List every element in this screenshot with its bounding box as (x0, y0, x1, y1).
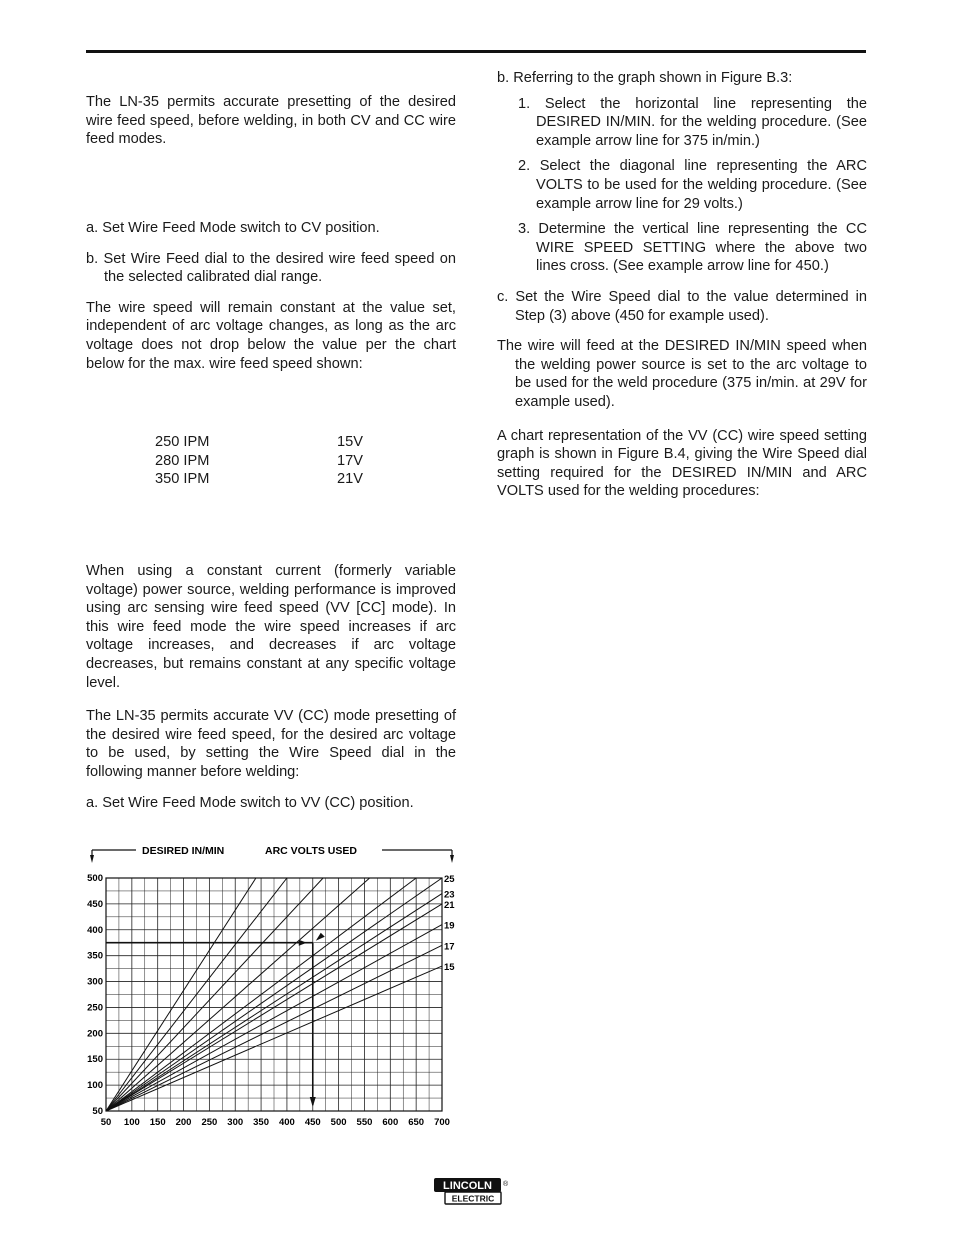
lincoln-electric-logo (433, 1177, 511, 1207)
step-c: c. Set the Wire Speed dial to the value determined in Step (3) above (450 for example used). (497, 288, 867, 324)
series-label-23: 23 (444, 889, 455, 901)
vv-step-a: a. Set Wire Feed Mode switch to VV (CC) position. (86, 794, 414, 811)
legend-right-arrow (450, 855, 454, 863)
header-rule (86, 50, 866, 53)
y-tick-label: 350 (87, 950, 103, 962)
intro-paragraph: The LN-35 permits accurate presetting of the desired wire feed speed, before welding, in both CV and CC wire feed modes. (86, 94, 456, 148)
y-tick-label: 200 (87, 1028, 103, 1040)
x-tick-label: 250 (201, 1117, 218, 1128)
voltage-row: 280 IPM 17V (155, 452, 363, 469)
wire-speed-chart (82, 843, 462, 1133)
series-label-19: 19 (444, 920, 455, 932)
voltage-table (155, 433, 363, 489)
x-tick-label: 600 (382, 1117, 399, 1128)
legend-left-label: DESIRED IN/MIN (142, 845, 225, 857)
x-tick-label: 700 (434, 1117, 450, 1128)
logo-top-text: LINCOLN (443, 1180, 492, 1192)
cc-section (86, 562, 456, 812)
y-tick-label: 250 (87, 1002, 103, 1014)
chart-paragraph: A chart representation of the VV (CC) wire speed setting graph is shown in Figure B.4, giving the Wire Speed dial setting required for the DESIRED IN/MIN and ARC VOLTS used for the welding procedures: (497, 427, 867, 500)
chart-example-arrows (106, 933, 325, 1107)
cv-steps (86, 219, 456, 373)
series-label-25: 25 (444, 874, 455, 885)
constant-paragraph: The wire speed will remain constant at the value set, independent of arc voltage changes, as long as the arc voltage does not drop below the value per the chart below for the max. wire feed speed shown: (86, 299, 456, 372)
series-label-17: 17 (444, 941, 455, 953)
example-horizontal-arrow (299, 940, 307, 946)
logo-bottom-text: ELECTRIC (451, 1193, 495, 1204)
x-tick-label: 550 (356, 1117, 373, 1128)
x-tick-label: 500 (330, 1117, 347, 1128)
x-tick-label: 350 (253, 1117, 270, 1128)
y-tick-label: 450 (87, 898, 103, 910)
cc-paragraph: When using a constant current (formerly variable voltage) power source, welding performance is improved using arc sensing wire feed speed (VV [CC] mode). In this wire feed mode the wire speed increases if arc voltage increases, and decreases if arc voltage decreases, but remains constant at any specific voltage level. (86, 563, 456, 691)
x-tick-label: 450 (304, 1117, 321, 1128)
x-tick-label: 300 (227, 1117, 244, 1128)
y-tick-label: 500 (87, 873, 103, 884)
x-tick-label: 400 (278, 1117, 295, 1128)
example-diagonal-arrow (316, 933, 325, 941)
x-tick-label: 50 (100, 1117, 112, 1128)
x-tick-label: 150 (149, 1117, 166, 1128)
vv-paragraph: The LN-35 permits accurate VV (CC) mode presetting of the desired wire feed speed, for the desired arc voltage to be used, by setting the Wire Speed dial in the following manner before welding: (86, 708, 456, 780)
x-tick-label: 200 (175, 1117, 192, 1128)
x-tick-label: 650 (408, 1117, 425, 1128)
y-tick-label: 50 (92, 1106, 103, 1117)
cv-step-a: a. Set Wire Feed Mode switch to CV position. (86, 220, 380, 236)
series-label-21: 21 (444, 899, 455, 911)
voltage-row: 350 IPM 21V (155, 471, 363, 488)
y-tick-label: 300 (87, 976, 103, 988)
sub-step-1: 1. Select the horizontal line representing the DESIRED IN/MIN. for the welding procedure. (See example arrow line for 375 in/min.) (518, 95, 867, 149)
step-b: b. Referring to the graph shown in Figure B.3: (497, 70, 793, 86)
y-tick-label: 100 (87, 1080, 103, 1092)
logo-registered-mark: ® (503, 1181, 509, 1188)
right-column (497, 69, 867, 501)
chart-svg (82, 843, 462, 1133)
x-tick-label: 100 (123, 1117, 140, 1128)
left-column (86, 93, 456, 149)
example-vertical-arrow (310, 1097, 316, 1107)
legend-right-label: ARC VOLTS USED (265, 845, 357, 857)
y-tick-label: 150 (87, 1054, 103, 1066)
series-label-15: 15 (444, 962, 455, 974)
chart-ticks (87, 873, 450, 1128)
cv-step-b: b. Set Wire Feed dial to the desired wire feed speed on the selected calibrated dial range. (86, 250, 456, 286)
chart-legend (90, 845, 454, 863)
sub-step-2: 2. Select the diagonal line representing the ARC VOLTS to be used for the welding procedure. (See example arrow line for 29 volts.) (518, 158, 867, 212)
voltage-row: 250 IPM 15V (155, 434, 363, 450)
chart-series (106, 874, 455, 1111)
sub-step-3: 3. Determine the vertical line representing the CC WIRE SPEED SETTING where the above two lines cross. (See example arrow line for 450.) (518, 221, 867, 275)
y-tick-label: 400 (87, 924, 103, 936)
feed-paragraph: The wire will feed at the DESIRED IN/MIN speed when the welding power source is set to the arc voltage to be used for the weld procedure (375 in/min. at 29V for example used). (497, 338, 867, 410)
